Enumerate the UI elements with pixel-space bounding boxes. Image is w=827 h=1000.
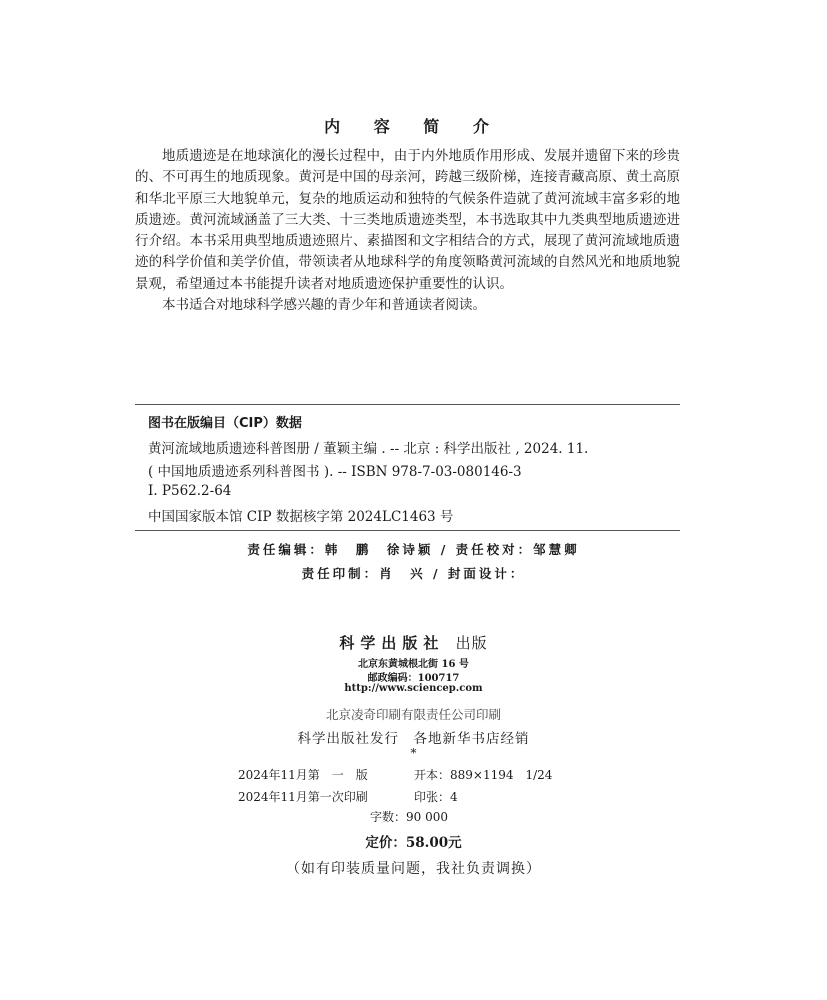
cip-line: 黄河流域地质遗迹科普图册 / 董颖主编 . -- 北京 : 科学出版社 , 2024. 11. bbox=[148, 441, 589, 457]
printing-credits: 责任印制：肖 兴 / 封面设计： bbox=[301, 566, 526, 581]
divider-top bbox=[135, 404, 680, 405]
cip-line: Ⅰ. P562.2-64 bbox=[148, 483, 232, 499]
quality-note: （如有印装质量问题，我社负责调换） bbox=[286, 861, 541, 877]
summary-title: 内 容 简 介 bbox=[324, 117, 503, 136]
impression-date: 2024年11月第一次印刷 bbox=[238, 790, 368, 804]
publisher-url: http://www.sciencep.com bbox=[344, 683, 483, 694]
publisher-suffix: 出版 bbox=[455, 634, 488, 652]
editor-credits: 责任编辑：韩 鹏 徐诗颖 / 责任校对：邹慧卿 bbox=[247, 542, 580, 557]
publisher-address: 北京东黄城根北街 16 号 bbox=[358, 659, 469, 670]
divider-bottom bbox=[135, 530, 680, 531]
printer-line: 北京凌奇印刷有限责任公司印刷 bbox=[325, 707, 501, 722]
cip-line: 中国国家版本馆 CIP 数据核字第 2024LC1463 号 bbox=[148, 509, 454, 525]
printed-sheets: 印张：4 bbox=[414, 790, 458, 804]
cip-line: ( 中国地质遗迹系列科普图书 ). -- ISBN 978-7-03-080146-3 bbox=[148, 464, 522, 480]
summary-paragraph: 地质遗迹是在地球演化的漫长过程中，由于内外地质作用形成、发展并遗留下来的珍贵的、不可再生的地质现象。黄河是中国的母亲河，跨越三级阶梯，连接青藏高原、黄土高原和华北平原三大地貌单元，复杂的地质运动和独特的气候条件造就了黄河流域丰富多彩的地质遗迹。黄河流域涵盖了三大类、十三类地质遗迹类型，本书选取其中九类典型地质遗迹进行介绍。本书采用典型地质遗迹照片、素描图和文字相结合的方式，展现了黄河流域地质遗迹的科学价值和美学价值，带领读者从地球科学的角度领略黄河流域的自然风光和地质地貌景观，希望通过本书能提升读者对地质遗迹保护重要性的认识。 bbox=[135, 148, 680, 292]
summary-paragraph: 本书适合对地球科学感兴趣的青少年和普通读者阅读。 bbox=[162, 297, 486, 314]
summary-text bbox=[135, 146, 680, 316]
publisher-line bbox=[0, 632, 827, 653]
publisher-name: 科学出版社 bbox=[339, 634, 445, 652]
separator-star: * bbox=[410, 746, 417, 760]
word-count: 字数：90 000 bbox=[370, 810, 448, 824]
book-format: 开本：889×1194 1/24 bbox=[414, 768, 553, 782]
publisher-postcode: 邮政编码：100717 bbox=[367, 673, 460, 684]
distribution-line: 科学出版社发行 各地新华书店经销 bbox=[297, 731, 530, 747]
price: 定价：58.00元 bbox=[365, 835, 462, 851]
cip-heading: 图书在版编目（CIP）数据 bbox=[148, 416, 302, 431]
edition-date: 2024年11月第 一 版 bbox=[238, 768, 368, 782]
